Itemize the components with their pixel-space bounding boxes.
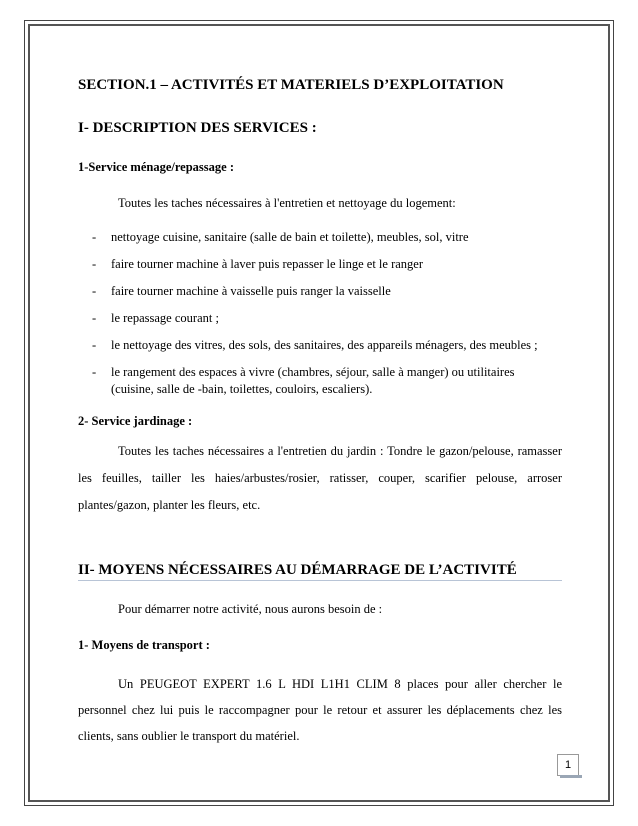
transport-title: 1- Moyens de transport : bbox=[78, 638, 210, 652]
bullet-dash: - bbox=[92, 284, 97, 298]
transport-line: personnel chez lui puis le raccompagner pour le retour et assurer les déplacements chez les bbox=[78, 703, 562, 717]
bullet-dash: - bbox=[92, 257, 97, 271]
list-item-continuation: (cuisine, salle de -bain, toilettes, couloirs, escaliers). bbox=[111, 382, 373, 396]
list-item: nettoyage cuisine, sanitaire (salle de bain et toilette), meubles, sol, vitre bbox=[111, 230, 469, 244]
list-item: le rangement des espaces à vivre (chambres, séjour, salle à manger) ou utilitaires bbox=[111, 365, 515, 379]
list-item: le nettoyage des vitres, des sols, des sanitaires, des appareils ménagers, des meubles ; bbox=[111, 338, 538, 352]
part2-title-underline bbox=[78, 580, 562, 581]
part1-title: I- DESCRIPTION DES SERVICES : bbox=[78, 120, 317, 136]
transport-line: Un PEUGEOT EXPERT 1.6 L HDI L1H1 CLIM 8 places pour aller chercher le bbox=[118, 677, 562, 691]
part2-title: II- MOYENS NÉCESSAIRES AU DÉMARRAGE DE L’ACTIVITÉ bbox=[78, 562, 517, 578]
bullet-dash: - bbox=[92, 230, 97, 244]
list-item: le repassage courant ; bbox=[111, 311, 219, 325]
page-number: 1 bbox=[557, 754, 579, 776]
bullet-dash: - bbox=[92, 311, 97, 325]
service1-intro: Toutes les taches nécessaires à l'entretien et nettoyage du logement: bbox=[118, 196, 456, 210]
list-item: faire tourner machine à laver puis repasser le linge et le ranger bbox=[111, 257, 423, 271]
service2-title: 2- Service jardinage : bbox=[78, 414, 193, 428]
part2-intro: Pour démarrer notre activité, nous aurons besoin de : bbox=[118, 602, 383, 616]
transport-line: clients, sans oublier le transport du matériel. bbox=[78, 729, 300, 743]
service2-line: les feuilles, tailler les haies/arbustes/rosier, ratisser, couper, scarifier pelouse, arroser bbox=[78, 471, 562, 485]
service2-line: plantes/gazon, planter les fleurs, etc. bbox=[78, 498, 261, 512]
service2-line: Toutes les taches nécessaires a l'entretien du jardin : Tondre le gazon/pelouse, ramasser bbox=[118, 444, 562, 458]
bullet-dash: - bbox=[92, 365, 97, 379]
bullet-dash: - bbox=[92, 338, 97, 352]
service1-title: 1-Service ménage/repassage : bbox=[78, 160, 234, 174]
list-item: faire tourner machine à vaisselle puis ranger la vaisselle bbox=[111, 284, 391, 298]
section-title: SECTION.1 – ACTIVITÉS ET MATERIELS D’EXPLOITATION bbox=[78, 77, 504, 93]
